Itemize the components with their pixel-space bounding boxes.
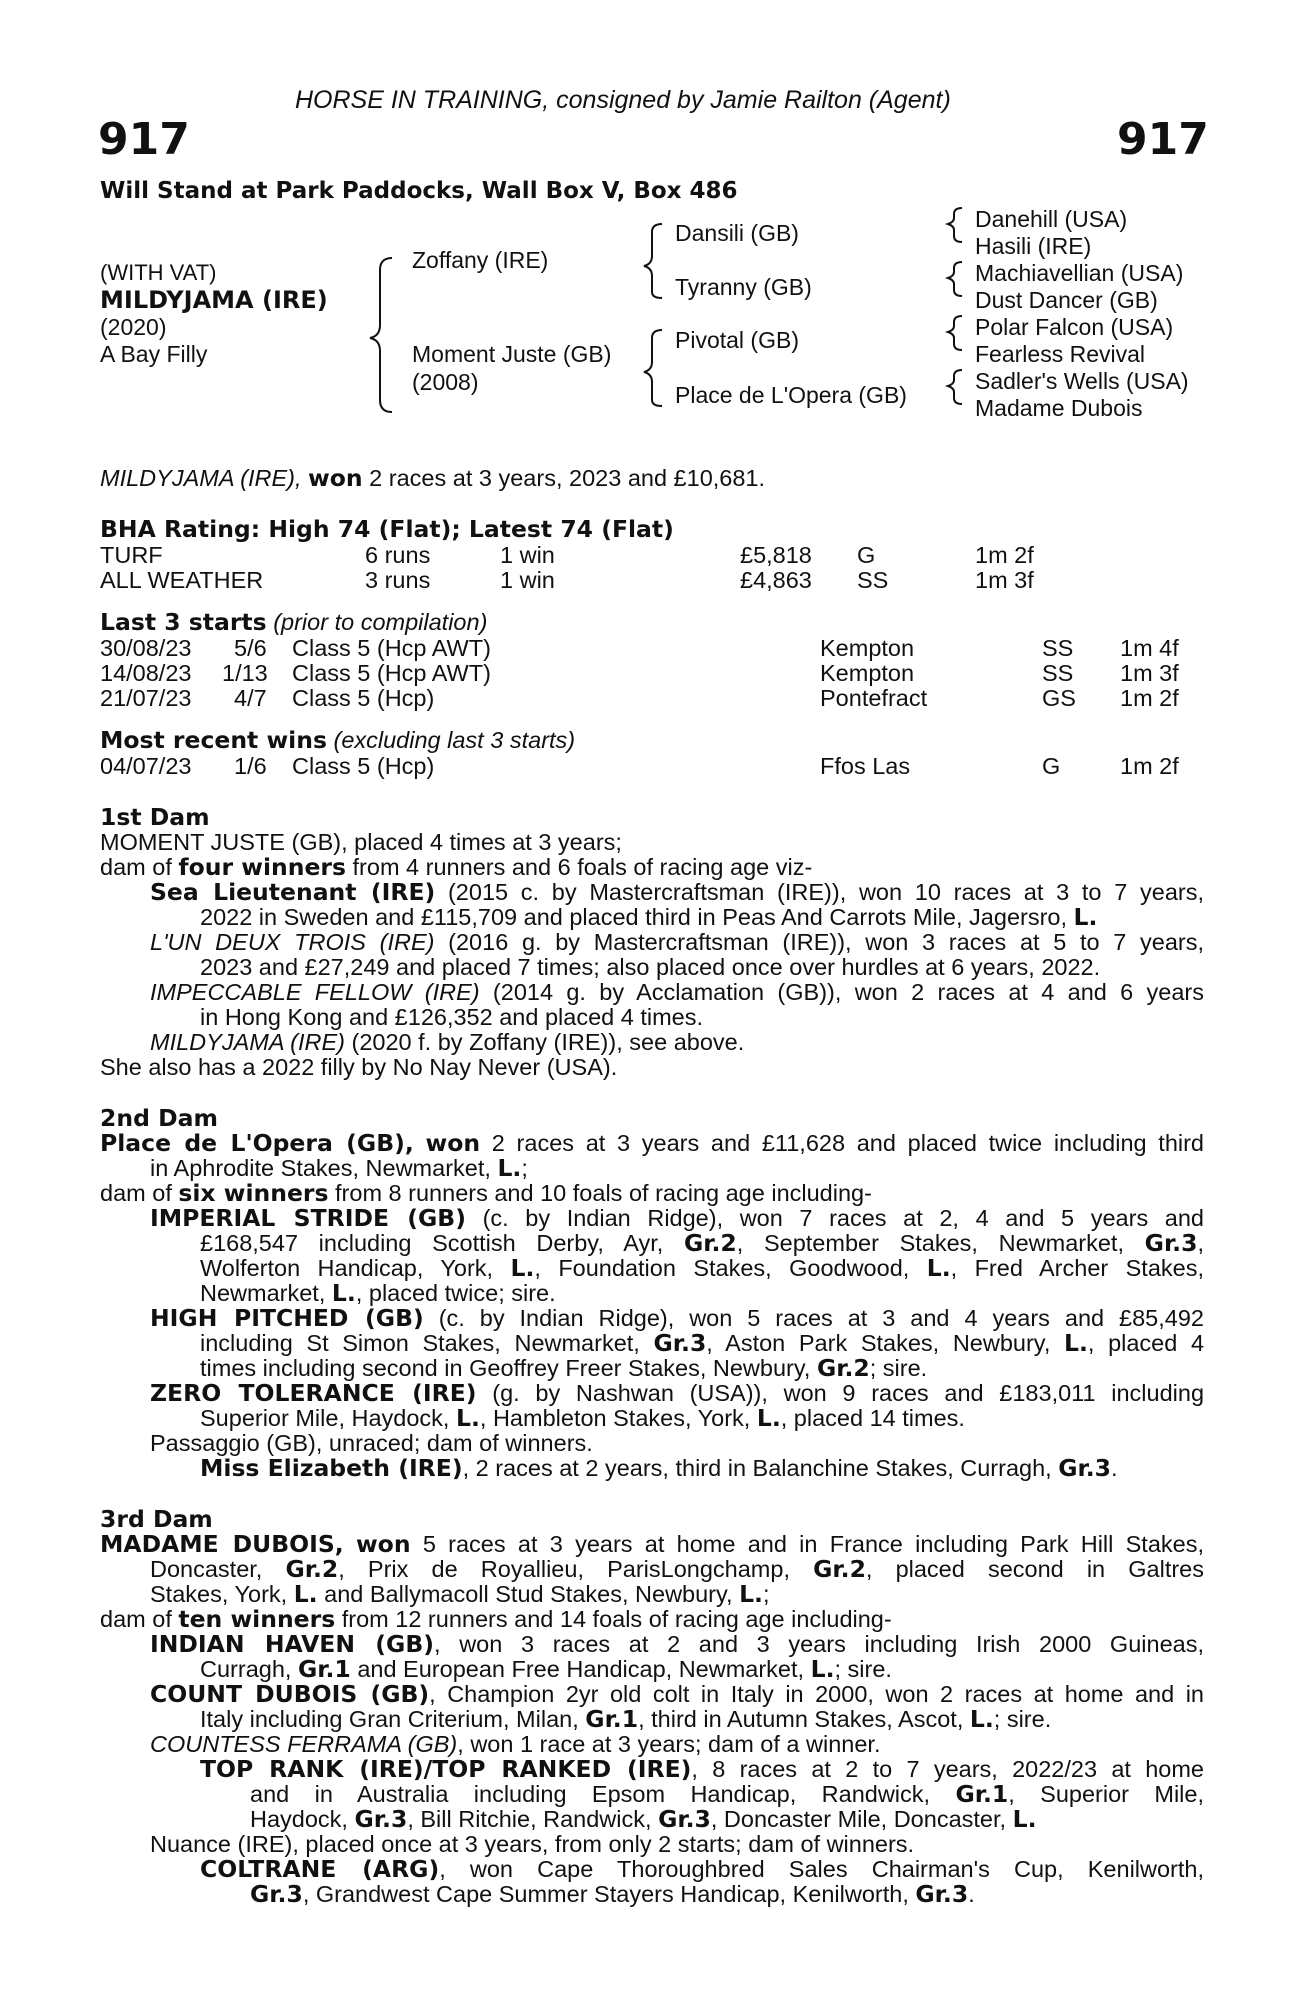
progeny-entry: Italy including Gran Criterium, Milan, Gr.1, third in Autumn Stakes, Ascot, L.; sire.	[200, 1705, 1052, 1733]
progeny-entry: ZERO TOLERANCE (IRE) (g. by Nashwan (USA)), won 9 races and £183,011 including	[150, 1379, 1205, 1407]
race-summary: MILDYJAMA (IRE), won 2 races at 3 years, 2023 and £10,681.	[100, 464, 766, 492]
recent-wins-heading: Most recent wins (excluding last 3 starts)	[100, 726, 576, 754]
pedigree-g3-6: Fearless Revival	[975, 341, 1145, 367]
pedigree-g3-1: Danehill (USA)	[975, 206, 1128, 232]
progeny-entry: Superior Mile, Haydock, L., Hambleton Stakes, York, L., placed 14 times.	[200, 1404, 965, 1432]
progeny-entry: COUNT DUBOIS (GB), Champion 2yr old colt in Italy in 2000, won 2 races at home and in	[150, 1680, 1204, 1708]
start-row: 14/08/23 1/13 Class 5 (Hcp AWT) Kempton SS 1m 3f	[100, 660, 1179, 686]
progeny-entry: Wolferton Handicap, York, L., Foundation Stakes, Goodwood, L., Fred Archer Stakes,	[200, 1254, 1204, 1282]
progeny-entry: Curragh, Gr.1 and European Free Handicap, Newmarket, L.; sire.	[200, 1655, 892, 1683]
third-dam-heading: 3rd Dam	[100, 1505, 213, 1533]
progeny-entry: Newmarket, L., placed twice; sire.	[200, 1279, 556, 1307]
progeny-entry: Sea Lieutenant (IRE) (2015 c. by Mastercraftsman (IRE)), won 10 races at 3 to 7 years,	[150, 878, 1204, 906]
first-dam-line: MOMENT JUSTE (GB), placed 4 times at 3 years;	[100, 829, 622, 855]
pedigree-dam-year: (2008)	[412, 369, 479, 395]
third-dam-line: Doncaster, Gr.2, Prix de Royallieu, ParisLongchamp, Gr.2, placed second in Galtres	[150, 1555, 1204, 1583]
rating-row-turf: TURF 6 runs 1 win £5,818 G 1m 2f	[100, 542, 1034, 568]
second-dam-line: in Aphrodite Stakes, Newmarket, L.;	[150, 1154, 528, 1182]
progeny-entry: TOP RANK (IRE)/TOP RANKED (IRE), 8 races at 2 to 7 years, 2022/23 at home	[200, 1755, 1204, 1783]
pedigree-sire: Zoffany (IRE)	[412, 247, 549, 273]
progeny-entry: COUNTESS FERRAMA (GB), won 1 race at 3 years; dam of a winner.	[150, 1731, 881, 1757]
progeny-entry: Nuance (IRE), placed once at 3 years, from only 2 starts; dam of winners.	[150, 1831, 915, 1857]
first-dam-heading: 1st Dam	[100, 803, 210, 831]
first-dam-line: dam of four winners from 4 runners and 6 foals of racing age viz-	[100, 853, 813, 881]
pedigree-g3-2: Hasili (IRE)	[975, 233, 1092, 259]
progeny-entry: times including second in Geoffrey Freer Stakes, Newbury, Gr.2; sire.	[200, 1354, 928, 1382]
rating-row-aw: ALL WEATHER 3 runs 1 win £4,863 SS 1m 3f	[100, 567, 1034, 593]
horse-year: (2020)	[100, 314, 167, 340]
progeny-entry: COLTRANE (ARG), won Cape Thoroughbred Sales Chairman's Cup, Kenilworth,	[200, 1855, 1205, 1883]
lot-number-left: 917	[98, 114, 190, 165]
progeny-entry: in Hong Kong and £126,352 and placed 4 times.	[200, 1004, 704, 1030]
progeny-entry: L'UN DEUX TROIS (IRE) (2016 g. by Mastercraftsman (IRE)), won 3 races at 5 to 7 years,	[150, 929, 1204, 955]
progeny-entry: Gr.3, Grandwest Cape Summer Stayers Handicap, Kenilworth, Gr.3.	[250, 1880, 975, 1908]
stand-location: Will Stand at Park Paddocks, Wall Box V, Box 486	[100, 178, 738, 204]
progeny-entry: IMPECCABLE FELLOW (IRE) (2014 g. by Acclamation (GB)), won 2 races at 4 and 6 years	[150, 979, 1205, 1005]
progeny-entry: MILDYJAMA (IRE) (2020 f. by Zoffany (IRE)), see above.	[150, 1029, 745, 1055]
pedigree-g3-3: Machiavellian (USA)	[975, 260, 1184, 286]
pedigree-g3-7: Sadler's Wells (USA)	[975, 368, 1189, 394]
progeny-entry: and in Australia including Epsom Handicap, Randwick, Gr.1, Superior Mile,	[250, 1780, 1205, 1808]
progeny-entry: IMPERIAL STRIDE (GB) (c. by Indian Ridge), won 7 races at 2, 4 and 5 years and	[150, 1204, 1205, 1232]
pedigree-g3-8: Madame Dubois	[975, 395, 1143, 421]
pedigree-g3-5: Polar Falcon (USA)	[975, 314, 1174, 340]
progeny-entry: INDIAN HAVEN (GB), won 3 races at 2 and 3 years including Irish 2000 Guineas,	[150, 1630, 1204, 1658]
lot-number-right: 917	[1117, 114, 1209, 165]
progeny-entry: 2022 in Sweden and £115,709 and placed third in Peas And Carrots Mile, Jagersro, L.	[200, 903, 1098, 931]
progeny-entry: HIGH PITCHED (GB) (c. by Indian Ridge), won 5 races at 3 and 4 years and £85,492	[150, 1304, 1204, 1332]
vat-note: (WITH VAT)	[100, 260, 217, 285]
second-dam-line: Place de L'Opera (GB), won 2 races at 3 years and £11,628 and placed twice including third	[100, 1129, 1205, 1157]
second-dam-heading: 2nd Dam	[100, 1104, 218, 1132]
third-dam-line: dam of ten winners from 12 runners and 14 foals of racing age including-	[100, 1605, 892, 1633]
progeny-entry: 2023 and £27,249 and placed 7 times; also placed once over hurdles at 6 years, 2022.	[200, 954, 1101, 980]
progeny-entry: £168,547 including Scottish Derby, Ayr, Gr.2, September Stakes, Newmarket, Gr.3,	[200, 1229, 1204, 1257]
start-row: 21/07/23 4/7 Class 5 (Hcp) Pontefract GS 1m 2f	[100, 685, 1179, 711]
third-dam-line: Stakes, York, L. and Ballymacoll Stud Stakes, Newbury, L.;	[150, 1580, 770, 1608]
bha-rating-heading: BHA Rating: High 74 (Flat); Latest 74 (Flat)	[100, 515, 674, 543]
pedigree-dam-sire: Pivotal (GB)	[675, 327, 799, 353]
horse-name: MILDYJAMA (IRE)	[100, 286, 328, 314]
start-row: 30/08/23 5/6 Class 5 (Hcp AWT) Kempton SS 1m 4f	[100, 635, 1179, 661]
last-starts-heading: Last 3 starts (prior to compilation)	[100, 608, 488, 636]
pedigree-sire-dam: Tyranny (GB)	[675, 274, 812, 300]
second-dam-line: dam of six winners from 8 runners and 10 foals of racing age including-	[100, 1179, 872, 1207]
pedigree-dam-dam: Place de L'Opera (GB)	[675, 382, 907, 408]
horse-description: A Bay Filly	[100, 341, 208, 367]
progeny-entry: Haydock, Gr.3, Bill Ritchie, Randwick, Gr.3, Doncaster Mile, Doncaster, L.	[250, 1805, 1037, 1833]
pedigree-sire-sire: Dansili (GB)	[675, 220, 799, 246]
pedigree-g3-4: Dust Dancer (GB)	[975, 287, 1158, 313]
pedigree-dam: Moment Juste (GB)	[412, 341, 612, 367]
third-dam-line: MADAME DUBOIS, won 5 races at 3 years at home and in France including Park Hill Stakes,	[100, 1530, 1204, 1558]
first-dam-line: She also has a 2022 filly by No Nay Never (USA).	[100, 1054, 618, 1080]
win-row: 04/07/23 1/6 Class 5 (Hcp) Ffos Las G 1m 2f	[100, 753, 1179, 779]
progeny-entry: including St Simon Stakes, Newmarket, Gr.3, Aston Park Stakes, Newbury, L., placed 4	[200, 1329, 1205, 1357]
progeny-entry: Passaggio (GB), unraced; dam of winners.	[150, 1430, 593, 1456]
progeny-entry: Miss Elizabeth (IRE), 2 races at 2 years, third in Balanchine Stakes, Curragh, Gr.3.	[200, 1454, 1118, 1482]
consignment-line: HORSE IN TRAINING, consigned by Jamie Railton (Agent)	[295, 86, 951, 114]
